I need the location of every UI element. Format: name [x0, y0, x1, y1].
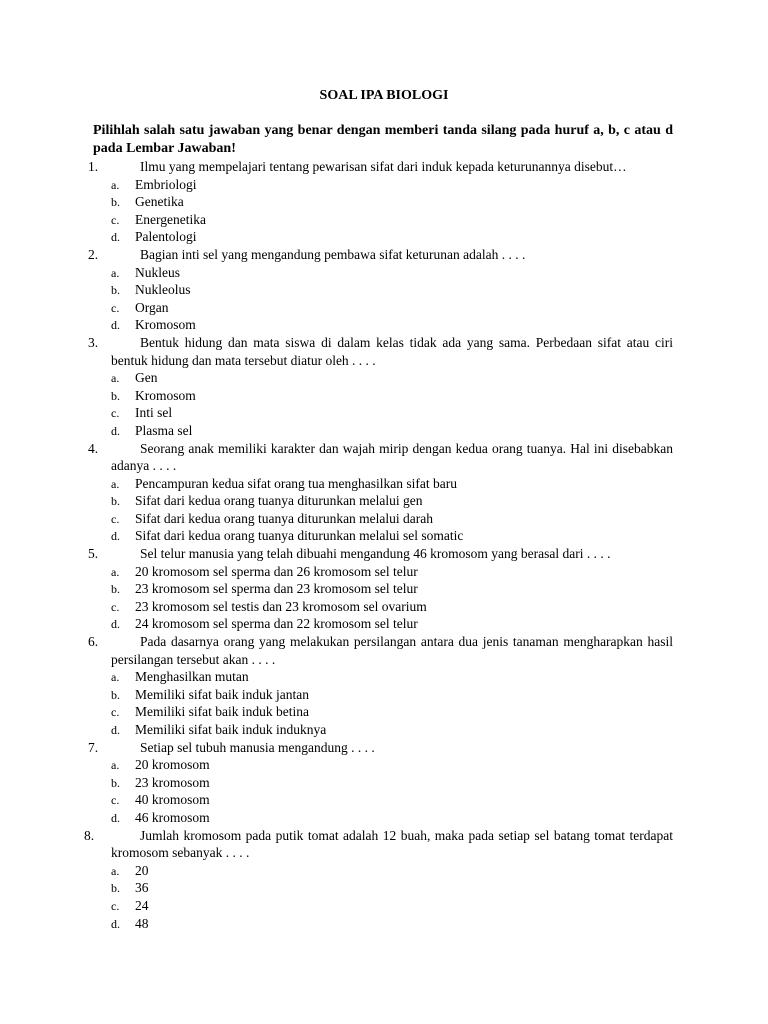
answer-option [0, 563, 768, 581]
answer-option [0, 316, 768, 334]
answer-option [0, 721, 768, 739]
answer-option [0, 387, 768, 405]
option-text: Memiliki sifat baik induk induknya [135, 722, 327, 737]
question-text: Jumlah kromosom pada putik tomat adalah 12 buah, maka pada setiap sel batang tomat terdapat kromosom sebanyak . . . . [111, 827, 673, 861]
option-text: 48 [135, 915, 149, 931]
option-letter: b. [111, 687, 120, 702]
question-number: 1. [88, 159, 99, 174]
question-item [0, 334, 768, 440]
answer-option [0, 668, 768, 686]
answer-option [0, 791, 768, 809]
option-letter: c. [111, 898, 120, 913]
option-text: Memiliki sifat baik induk jantan [135, 686, 309, 702]
question-item [0, 827, 768, 933]
option-text: Kromosom [135, 387, 196, 403]
option-text: 24 kromosom sel sperma dan 22 kromosom sel telur [135, 616, 418, 632]
instruction-text: Pilihlah salah satu jawaban yang benar dengan memberi tanda silang pada huruf a, b, c atau d pada Lembar Jawaban! [93, 123, 673, 156]
option-letter: a. [111, 265, 120, 280]
question-number: 5. [88, 546, 99, 562]
option-letter: a. [111, 177, 120, 192]
option-letter: c. [111, 511, 120, 526]
option-letter: d. [111, 318, 120, 333]
question-text: Bentuk hidung dan mata siswa di dalam kelas tidak ada yang sama. Perbedaan sifat atau ciri bentuk hidung dan mata tersebut diatur oleh . . . . [111, 334, 673, 368]
option-letter: c. [111, 300, 120, 315]
question-text: Setiap sel tubuh manusia mengandung . . . . [140, 739, 375, 755]
option-letter: b. [111, 283, 120, 298]
option-letter: a. [111, 863, 120, 878]
option-letter: c. [111, 406, 120, 421]
option-letter: b. [111, 881, 120, 896]
option-letter: a. [111, 564, 120, 579]
option-letter: c. [111, 212, 120, 227]
answer-option [0, 774, 768, 792]
option-letter: a. [111, 670, 120, 685]
answer-option [0, 404, 768, 422]
option-letter: d. [111, 810, 120, 825]
option-letter: c. [111, 599, 120, 614]
option-letter: d. [111, 529, 120, 544]
answer-option [0, 492, 768, 510]
option-text: 20 kromosom sel sperma dan 26 kromosom sel telur [135, 563, 418, 579]
option-text: 23 kromosom sel sperma dan 23 kromosom sel telur [135, 581, 418, 597]
question-number: 4. [88, 440, 99, 456]
answer-option [0, 809, 768, 827]
option-text: Sifat dari kedua orang tuanya diturunkan melalui sel somatic [135, 528, 464, 544]
option-text: 23 kromosom [135, 774, 210, 790]
answer-option [0, 510, 768, 528]
question-text: Bagian inti sel yang mengandung pembawa sifat keturunan adalah . . . . [140, 246, 526, 262]
option-text: Gen [135, 370, 158, 386]
answer-option [0, 264, 768, 282]
option-text: Menghasilkan mutan [135, 669, 249, 685]
question-text: Sel telur manusia yang telah dibuahi mengandung 46 kromosom yang berasal dari . . . . [140, 546, 611, 562]
option-text: Sifat dari kedua orang tuanya diturunkan melalui gen [135, 493, 423, 509]
answer-option [0, 862, 768, 880]
answer-option [0, 369, 768, 387]
option-text: Nukleus [135, 264, 180, 280]
answer-option [0, 281, 768, 299]
option-text: Palentologi [135, 229, 197, 245]
answer-option [0, 615, 768, 633]
option-text: 20 kromosom [135, 757, 210, 773]
question-item [0, 633, 768, 739]
option-letter: d. [111, 423, 120, 438]
option-letter: d. [111, 723, 120, 737]
question-item [0, 246, 768, 334]
answer-option [0, 897, 768, 915]
answer-option [0, 598, 768, 616]
option-text: 36 [135, 880, 149, 896]
option-letter: d. [111, 617, 120, 632]
question-number: 3. [88, 334, 99, 350]
option-text: Nukleolus [135, 282, 191, 298]
answer-option [0, 299, 768, 317]
answer-option [0, 211, 768, 229]
answer-option [0, 915, 768, 933]
option-letter: b. [111, 494, 120, 509]
option-letter: a. [111, 476, 120, 491]
option-text: 20 [135, 862, 149, 878]
answer-option [0, 176, 768, 194]
question-item [0, 545, 768, 633]
option-text: Energenetika [135, 211, 206, 227]
question-item [0, 158, 768, 246]
answer-option [0, 580, 768, 598]
question-text: Seorang anak memiliki karakter dan wajah mirip dengan kedua orang tuanya. Hal ini disebabkan adanya . . . . [111, 440, 673, 474]
option-text: Sifat dari kedua orang tuanya diturunkan melalui darah [135, 510, 434, 526]
page-title: SOAL IPA BIOLOGI [319, 88, 449, 103]
option-text: Genetika [135, 194, 184, 210]
question-number: 2. [88, 246, 99, 262]
question-number: 6. [88, 634, 99, 650]
question-item [0, 739, 768, 827]
option-text: 24 [135, 897, 149, 913]
question-list [0, 158, 768, 932]
option-text: 46 kromosom [135, 809, 210, 825]
question-number: 8. [84, 827, 95, 843]
option-letter: d. [111, 230, 120, 245]
answer-option [0, 879, 768, 897]
answer-option [0, 756, 768, 774]
option-letter: d. [111, 916, 120, 931]
question-item [0, 440, 768, 546]
option-text: Inti sel [135, 405, 173, 421]
option-text: Kromosom [135, 317, 196, 333]
option-text: Organ [135, 299, 169, 315]
question-number: 7. [88, 739, 99, 755]
answer-option [0, 686, 768, 704]
option-text: Memiliki sifat baik induk betina [135, 704, 309, 720]
answer-option [0, 228, 768, 246]
question-text: Ilmu yang mempelajari tentang pewarisan sifat dari induk kepada keturunannya disebut… [140, 159, 627, 174]
option-letter: a. [111, 371, 120, 386]
answer-option [0, 422, 768, 440]
option-text: 40 kromosom [135, 792, 210, 808]
answer-option [0, 527, 768, 545]
option-letter: b. [111, 775, 120, 790]
option-letter: b. [111, 582, 120, 597]
option-text: Plasma sel [135, 422, 193, 438]
option-text: 23 kromosom sel testis dan 23 kromosom sel ovarium [135, 598, 427, 614]
option-text: Pencampuran kedua sifat orang tua menghasilkan sifat baru [135, 475, 458, 491]
question-text: Pada dasarnya orang yang melakukan persilangan antara dua jenis tanaman mengharapkan hasil persilangan tersebut akan . . . . [111, 634, 673, 667]
option-letter: c. [111, 793, 120, 808]
option-letter: c. [111, 705, 120, 720]
answer-option [0, 193, 768, 211]
option-text: Embriologi [135, 176, 197, 192]
option-letter: a. [111, 758, 120, 773]
option-letter: b. [111, 195, 120, 210]
option-letter: b. [111, 388, 120, 403]
answer-option [0, 703, 768, 721]
answer-option [0, 475, 768, 493]
